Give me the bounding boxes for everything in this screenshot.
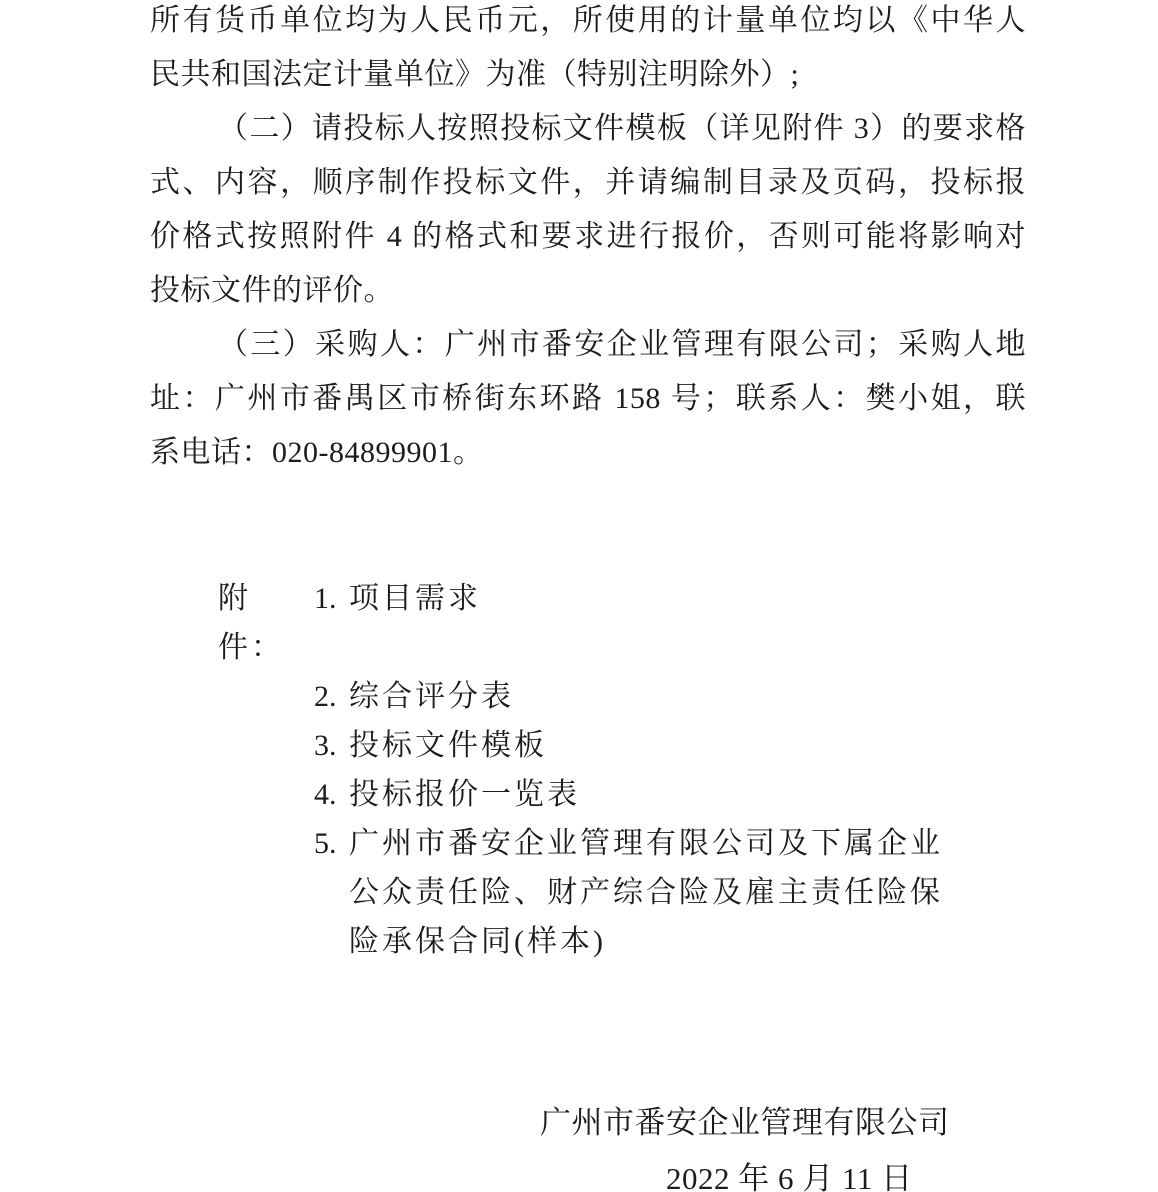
text-line: 投标文件的评价。 [150,274,394,307]
text-line: 广州市番安企业管理有限公司及下属企业 [349,827,943,860]
text-line: 险承保合同(样本) [349,925,606,958]
signature-date: 2022 年 6 月 11 日 [666,1161,913,1192]
attachment-row [218,770,1026,819]
attachment-title [349,819,943,966]
text-line: 式、内容，顺序制作投标文件，并请编制目录及页码，投标报 [150,166,1026,199]
attachment-row [218,672,1026,721]
attachment-row [218,819,1026,966]
text-line: 价格式按照附件 4 的格式和要求进行报价，否则可能将影响对 [150,220,1026,253]
text-line: 系电话：020-84899901。 [150,436,484,469]
document-content [150,0,1026,1192]
attachment-title [349,770,580,819]
attachment-number: 4. [314,778,337,811]
attachment-title [349,721,547,770]
text-line: 民共和国法定计量单位》为准（特别注明除外）; [150,58,800,91]
attachment-title [349,672,514,721]
attachments-list [218,574,1026,966]
text-line: 项目需求 [349,582,481,615]
attachment-row [218,721,1026,770]
text-line: （三）采购人：广州市番安企业管理有限公司；采购人地 [218,328,1026,361]
paragraph-purchaser-contact [150,318,1026,480]
attachments-label: 附件： [218,582,284,664]
paragraph-currency-units [150,0,1026,102]
text-line: 投标报价一览表 [349,778,580,811]
signature-company-name: 广州市番安企业管理有限公司 [540,1105,950,1140]
attachment-number: 5. [314,827,337,860]
attachment-number: 3. [314,729,337,762]
attachment-row [218,574,1026,672]
text-line: 址：广州市番禺区市桥街东环路 158 号；联系人：樊小姐，联 [150,382,1026,415]
signature-block [150,1095,1026,1192]
attachment-number: 2. [314,680,337,713]
text-line: （二）请投标人按照投标文件模板（详见附件 3）的要求格 [218,112,1026,145]
text-line: 所有货币单位均为人民币元，所使用的计量单位均以《中华人 [150,4,1026,37]
paragraph-bid-document-format [150,102,1026,318]
attachment-title [349,574,481,623]
text-line: 公众责任险、财产综合险及雇主责任险保 [349,876,943,909]
text-line: 综合评分表 [349,680,514,713]
text-line: 投标文件模板 [349,729,547,762]
attachment-number: 1. [314,582,337,615]
